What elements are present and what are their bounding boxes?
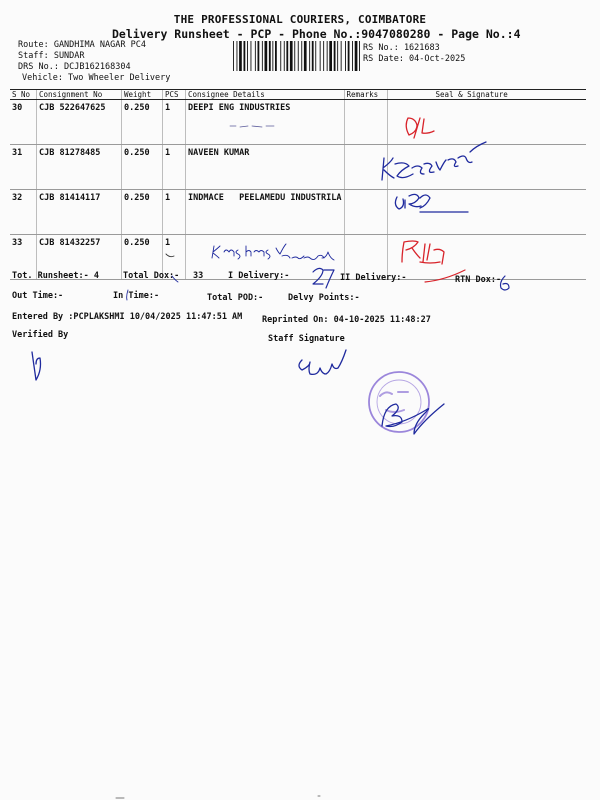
entered-by: Entered By :PCPLAKSHMI 10/04/2025 11:47:51 AM xyxy=(12,312,243,322)
col-weight: Weight xyxy=(122,90,163,100)
cell-consignment: CJB 81432257 xyxy=(37,235,122,280)
row32-signature xyxy=(395,194,468,212)
cell-pcs: 1 xyxy=(163,235,186,280)
delvy-points-label: Delvy Points:- xyxy=(288,293,360,303)
rtn-dox-value xyxy=(501,276,510,290)
drs-number: DRS No.: DCJB162168304 xyxy=(18,62,131,72)
rs-date: RS Date: 04-Oct-2025 xyxy=(363,54,466,64)
cell-weight: 0.250 xyxy=(122,190,163,235)
row30-red-mark xyxy=(406,118,434,138)
cell-sno: 31 xyxy=(10,145,37,190)
cell-pcs: 1 xyxy=(163,145,186,190)
seal-stamp-text xyxy=(380,392,408,412)
cell-sno: 33 xyxy=(10,235,37,280)
total-pod-label: Total POD:- xyxy=(207,293,264,303)
row33-check xyxy=(166,254,174,257)
row33-red-mark xyxy=(402,241,444,264)
i-delivery-value xyxy=(313,268,334,288)
vehicle-label: Vehicle: Two Wheeler Delivery xyxy=(22,73,171,83)
cell-consignee: INDMACE PEELAMEDU INDUSTRILA xyxy=(186,190,345,235)
staff-signature xyxy=(299,350,346,374)
staff-signature-label: Staff Signature xyxy=(268,334,345,344)
ii-delivery-label: II Delivery:- xyxy=(340,273,407,283)
cell-consignee: DEEPI ENG INDUSTRIES xyxy=(186,100,345,145)
cell-consignment: CJB 81278485 xyxy=(37,145,122,190)
col-consignment: Consignment No xyxy=(37,90,122,100)
col-remarks: Remarks xyxy=(344,90,387,100)
tot-runsheet: Tot. Runsheet:- 4 xyxy=(12,271,99,281)
reprinted-on: Reprinted On: 04-10-2025 11:48:27 xyxy=(262,315,431,325)
cell-weight: 0.250 xyxy=(122,100,163,145)
cell-consignment: CJB 81414117 xyxy=(37,190,122,235)
in-time-tick xyxy=(127,290,128,300)
col-pcs: PCS xyxy=(163,90,186,100)
row33-note xyxy=(212,244,334,260)
staff-label: Staff: SUNDAR xyxy=(18,51,85,61)
cell-sno: 32 xyxy=(10,190,37,235)
i-delivery-label: I Delivery:- xyxy=(228,271,290,281)
company-name: THE PROFESSIONAL COURIERS, COIMBATORE xyxy=(173,13,427,26)
cell-weight: 0.250 xyxy=(122,235,163,280)
route-label: Route: GANDHIMA NAGAR PC4 xyxy=(18,40,146,50)
verified-by-signature xyxy=(32,352,41,380)
col-consignee: Consignee Details xyxy=(186,90,345,100)
verified-by-label: Verified By xyxy=(12,330,69,340)
cell-pcs: 1 xyxy=(163,190,186,235)
cell-sno: 30 xyxy=(10,100,37,145)
row30-scribble xyxy=(230,126,274,127)
ii-delivery-mark xyxy=(425,270,465,282)
rtn-dox-label: RTN Dox:- xyxy=(455,275,502,285)
cell-consignment: CJB 522647625 xyxy=(37,100,122,145)
col-sno: S No xyxy=(10,90,37,100)
bottom-speck xyxy=(116,796,320,798)
cell-consignee: NAVEEN KUMAR xyxy=(186,145,345,190)
total-dox-value: 33 xyxy=(193,271,204,281)
row31-signature xyxy=(382,142,486,180)
in-time-label: In Time:- xyxy=(113,291,160,301)
cell-weight: 0.250 xyxy=(122,145,163,190)
col-seal-signature: Seal & Signature xyxy=(387,90,586,100)
rs-number: RS No.: 1621683 xyxy=(363,43,440,53)
total-dox-tick xyxy=(172,276,178,282)
cell-pcs: 1 xyxy=(163,100,186,145)
out-time-label: Out Time:- xyxy=(12,291,64,301)
total-dox-label: Total Dox:- xyxy=(123,271,180,281)
runsheet-title: Delivery Runsheet - PCP - Phone No.:9047080280 - Page No.:4 xyxy=(112,27,521,41)
